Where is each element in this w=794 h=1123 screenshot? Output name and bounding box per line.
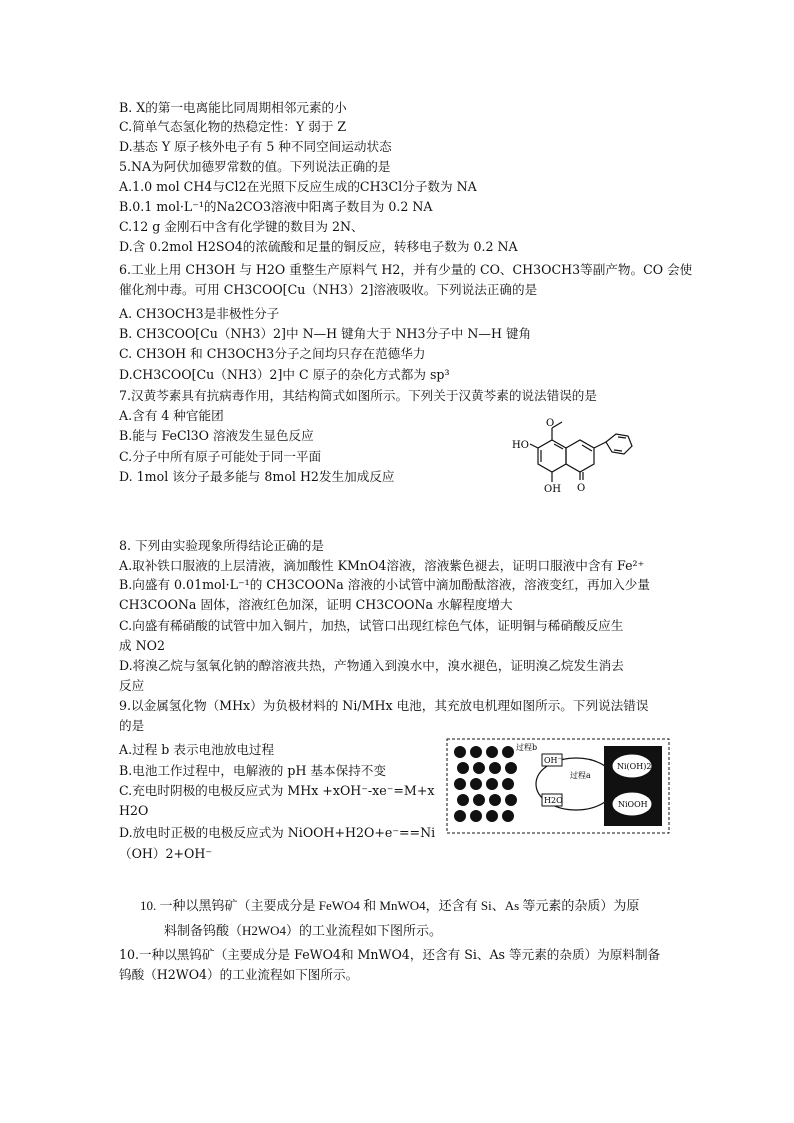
- metal-hydride-particle: [505, 794, 517, 806]
- text-line: 6.工业上用 CH3OH 与 H2O 重整生产原料气 H2，并有少量的 CO、CH3OCH3等副产物。CO 会使: [119, 262, 693, 277]
- water-label: H2O: [544, 796, 563, 805]
- q10-line-1: 10. 一种以黑钨矿（主要成分是 FeWO4 和 MnWO4，还含有 Si、As 等元素的杂质）为原: [140, 898, 640, 913]
- metal-hydride-particle: [473, 762, 485, 774]
- text-line: 9.以金属氢化物（MHx）为负极材料的 Ni/MHx 电池，其充放电机理如图所示。下列说法错误: [119, 698, 649, 713]
- text-line: A.1.0 mol CH4与Cl2在光照下反应生成的CH3Cl分子数为 NA: [119, 179, 477, 194]
- hydroxide-label: OH⁻: [544, 756, 562, 765]
- hydroxy-label-2: OH: [544, 484, 561, 495]
- text-line: 5.NA为阿伏加德罗常数的值。下列说法正确的是: [119, 159, 391, 174]
- hydroxy-label-1: HO: [512, 440, 529, 451]
- wogonin-structure-diagram: [512, 416, 654, 496]
- battery-mechanism-diagram: [446, 738, 670, 834]
- text-line: CH3COONa 固体，溶液红色加深，证明 CH3COONa 水解程度增大: [119, 597, 513, 612]
- text-line: D. 1mol 该分子最多能与 8mol H2发生加成反应: [119, 469, 395, 484]
- text-line: B.能与 FeCl3O 溶液发生显色反应: [119, 428, 314, 443]
- text-line: A.取补铁口服液的上层清液，滴加酸性 KMnO4溶液，溶液紫色褪去，证明口服液中含有 Fe²⁺: [119, 558, 645, 573]
- text-line: C.简单气态氢化物的热稳定性：Y 弱于 Z: [119, 119, 347, 134]
- text-line: A.含有 4 种官能团: [119, 408, 224, 423]
- text-line: B.电池工作过程中，电解液的 pH 基本保持不变: [119, 763, 386, 778]
- text-line: C.分子中所有原子可能处于同一平面: [119, 449, 322, 464]
- text-line: H2O: [119, 803, 149, 818]
- q10-repeat-line-1: 10.一种以黑钨矿（主要成分是 FeWO4和 MnWO4，还含有 Si、As 等元素的杂质）为原料制备: [119, 947, 661, 962]
- text-line: D.含 0.2mol H2SO4的浓硫酸和足量的铜反应，转移电子数为 0.2 NA: [119, 239, 518, 254]
- text-line: 成 NO2: [119, 638, 165, 653]
- metal-hydride-particle: [470, 810, 482, 822]
- text-line: C.向盛有稀硝酸的试管中加入铜片，加热，试管口出现红棕色气体，证明铜与稀硝酸反应生: [119, 618, 624, 633]
- metal-hydride-particle: [486, 778, 498, 790]
- text-line: 反应: [119, 678, 145, 693]
- q10-repeat-line-2: 钨酸（H2WO4）的工业流程如下图所示。: [119, 967, 359, 982]
- text-line: 的是: [119, 718, 145, 733]
- text-line: B.0.1 mol·L⁻¹的Na2CO3溶液中阳离子数目为 0.2 NA: [119, 199, 433, 214]
- nickel-hydroxide-label: Ni(OH)2: [617, 762, 652, 771]
- text-line: C.充电时阴极的电极反应式为 MHx +xOH⁻-xe⁻=M+x: [119, 783, 435, 798]
- metal-hydride-particle: [489, 794, 501, 806]
- text-line: C. CH3OH 和 CH3OCH3分子之间均只存在范德华力: [119, 346, 426, 361]
- metal-hydride-particle: [502, 746, 514, 758]
- text-line: （OH）2+OH⁻: [119, 846, 213, 861]
- metal-hydride-particle: [457, 794, 469, 806]
- process-b-label: 过程b: [516, 743, 538, 752]
- metal-hydride-particle: [505, 762, 517, 774]
- metal-hydride-particle: [470, 778, 482, 790]
- metal-hydride-particle: [486, 746, 498, 758]
- text-line: C.12 g 金刚石中含有化学键的数目为 2N、: [119, 219, 364, 234]
- metal-hydride-particle: [457, 762, 469, 774]
- text-line: D.基态 Y 原子核外电子有 5 种不同空间运动状态: [119, 139, 392, 154]
- text-line: A. CH3OCH3是非极性分子: [119, 306, 280, 321]
- text-line: B.向盛有 0.01mol·L⁻¹的 CH3COONa 溶液的小试管中滴加酚酞溶液，溶液变红，再加入少量: [119, 577, 650, 592]
- metal-hydride-particle: [502, 810, 514, 822]
- text-line: D.将溴乙烷与氢氧化钠的醇溶液共热，产物通入到溴水中，溴水褪色，证明溴乙烷发生消去: [119, 658, 624, 673]
- metal-hydride-particle: [489, 762, 501, 774]
- text-line: D.放电时正极的电极反应式为 NiOOH+H2O+e⁻==Ni: [119, 825, 436, 840]
- methoxy-o-label: O: [546, 418, 555, 429]
- text-line: A.过程 b 表示电池放电过程: [119, 742, 275, 757]
- metal-hydride-particle: [454, 746, 466, 758]
- metal-hydride-particle: [470, 746, 482, 758]
- keto-o-label: O: [577, 483, 586, 494]
- metal-hydride-particle: [454, 778, 466, 790]
- q10-line-2: 料制备钨酸（H2WO4）的工业流程如下图所示。: [164, 923, 443, 938]
- text-line: 8. 下列由实验现象所得结论正确的是: [119, 538, 324, 553]
- niooh-label: NiOOH: [618, 800, 648, 809]
- text-line: D.CH3COO[Cu（NH3）2]中 C 原子的杂化方式都为 sp³: [119, 367, 450, 382]
- metal-hydride-particle: [473, 794, 485, 806]
- metal-hydride-particle: [486, 810, 498, 822]
- text-line: B. X的第一电离能比同周期相邻元素的小: [119, 100, 347, 115]
- process-a-label: 过程a: [570, 771, 591, 780]
- metal-hydride-particle: [502, 778, 514, 790]
- text-line: B. CH3COO[Cu（NH3）2]中 N—H 键角大于 NH3分子中 N—H 键角: [119, 326, 532, 341]
- text-line: 7.汉黄芩素具有抗病毒作用，其结构简式如图所示。下列关于汉黄芩素的说法错误的是: [119, 388, 597, 403]
- metal-hydride-particle: [454, 810, 466, 822]
- text-line: 催化剂中毒。可用 CH3COO[Cu（NH3）2]溶液吸收。下列说法正确的是: [119, 282, 538, 297]
